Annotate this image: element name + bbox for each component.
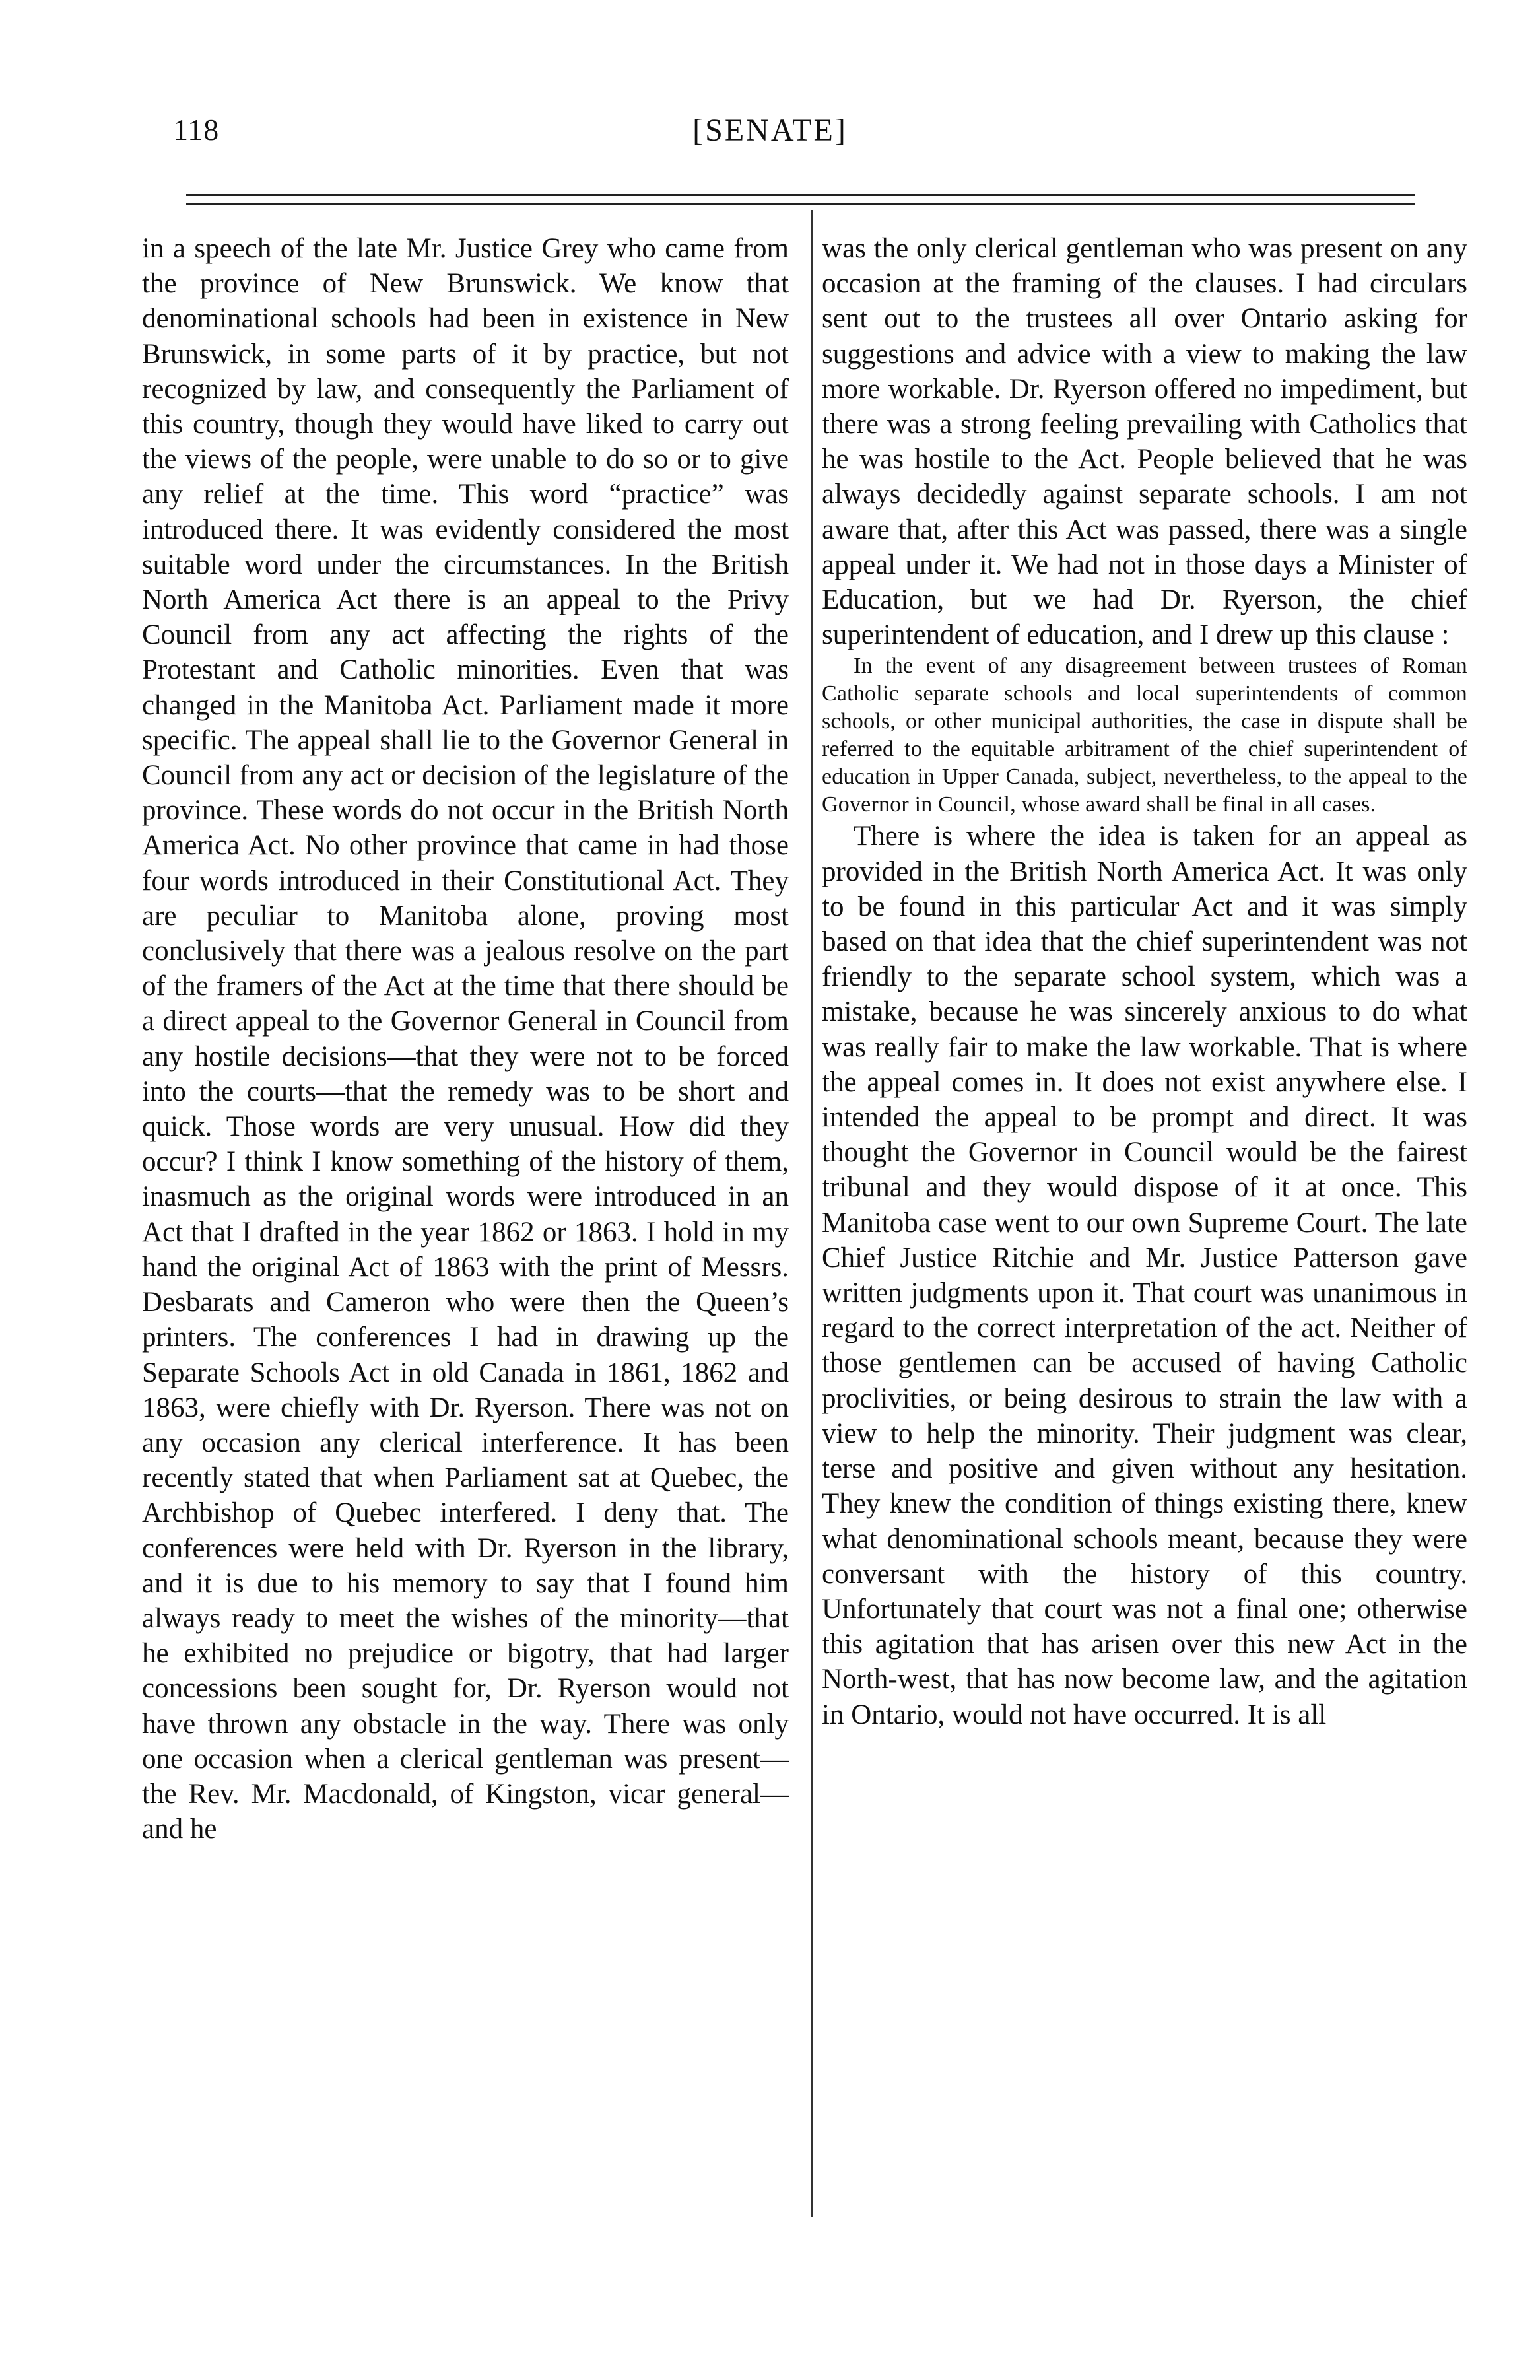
quoted-clause: In the event of any disagreement between trustees of Roman Catholic separate schools and local superintendents of common schools, or other municipal authorities, the case in dispute shall be referred to the equitable arbitrament of the chief superintendent of education in Upper Canada, subject, nevertheless, to the appeal to the Governor in Council, whose award shall be final in all cases. xyxy=(822,654,1467,817)
right-column-continuation: There is where the idea is taken for an appeal as provided in the British North America Act. It was only to be found in this particular Act and it was simply based on that idea that the chief superintendent was not friendly to the separate school system, which was a mistake, because he was sincerely anxious to do what was really fair to make the law workable. That is where the appeal comes in. It does not exist anywhere else. I intended the appeal to be prompt and direct. It was thought the Governor in Council would be the fairest tribunal and they would dispose of it at once. This Manitoba case went to our own Supreme Court. The late Chief Justice Ritchie and Mr. Justice Patterson gave written judgments upon it. That court was unanimous in regard to the correct interpretation of the act. Neither of those gentlemen can be accused of having Catholic proclivities, or being desirous to strain the law with a view to help the minority. Their judgment was clear, terse and positive and given without any hesitation. They knew the condition of things existing there, knew what denominational schools meant, because they were conversant with the history of this country. Unfortunately that court was not a final one; otherwise this agitation that has arisen over this new Act in the North-west, that has now become law, and the agitation in Ontario, would not have occurred. It is all xyxy=(822,821,1467,1730)
right-column-intro: was the only clerical gentleman who was present on any occasion at the framing of the clauses. I had circulars sent out to the trustees all over Ontario asking for suggestions and advice with a view to making the law more workable. Dr. Ryerson offered no impediment, but there was a strong feeling prevailing with Catholics that he was hostile to the Act. People believed that he was always decidedly against separate schools. I am not aware that, after this Act was passed, there was a single appeal under it. We had not in those days a Minister of Education, but we had Dr. Ryerson, the chief superintendent of education, and I drew up this clause : xyxy=(822,233,1467,651)
running-head: [SENATE] xyxy=(692,113,848,148)
left-column xyxy=(142,231,789,1847)
left-column-text: in a speech of the late Mr. Justice Grey who came from the province of New Brunswick. We know that denominational schools had been in existence in New Brunswick, in some parts of it by practice, but not recognized by law, and consequently the Parliament of this country, though they would have liked to carry out the views of the people, were unable to do so or to give any relief at the time. This word “practice” was introduced there. It was evidently considered the most suitable word under the circumstances. In the British North America Act there is an appeal to the Privy Council from any act affecting the rights of the Protestant and Catholic minorities. Even that was changed in the Manitoba Act. Parliament made it more specific. The appeal shall lie to the Governor General in Council from any act or decision of the legislature of the province. These words do not occur in the British North America Act. No other province that came in had those four words introduced in their Constitutional Act. They are peculiar to Manitoba alone, proving most conclusively that there was a jealous resolve on the part of the framers of the Act at the time that there should be a direct appeal to the Governor General in Council from any hostile decisions—that they were not to be forced into the courts—that the remedy was to be short and quick. Those words are very unusual. How did they occur? I think I know something of the history of them, inasmuch as the original words were introduced in an Act that I drafted in the year 1862 or 1863. I hold in my hand the original Act of 1863 with the print of Messrs. Desbarats and Cameron who were then the Queen’s printers. The conferences I had in drawing up the Separate Schools Act in old Canada in 1861, 1862 and 1863, were chiefly with Dr. Ryerson. There was not on any occasion any clerical interference. It has been recently stated that when Parliament sat at Quebec, the Archbishop of Quebec interfered. I deny that. The conferences were held with Dr. Ryerson in the library, and it is due to his memory to say that I found him always ready to meet the wishes of the minority—that he exhibited no prejudice or bigotry, that had larger concessions been sought for, Dr. Ryerson would not have thrown any obstacle in the way. There was only one occasion when a clerical gentleman was present—the Rev. Mr. Macdonald, of Kingston, vicar general—and he xyxy=(142,233,789,1845)
header-rule-top xyxy=(186,194,1415,196)
column-divider xyxy=(811,210,813,2217)
right-column xyxy=(822,231,1467,1732)
page-number: 118 xyxy=(173,113,220,147)
header-rule-bottom xyxy=(186,203,1415,205)
